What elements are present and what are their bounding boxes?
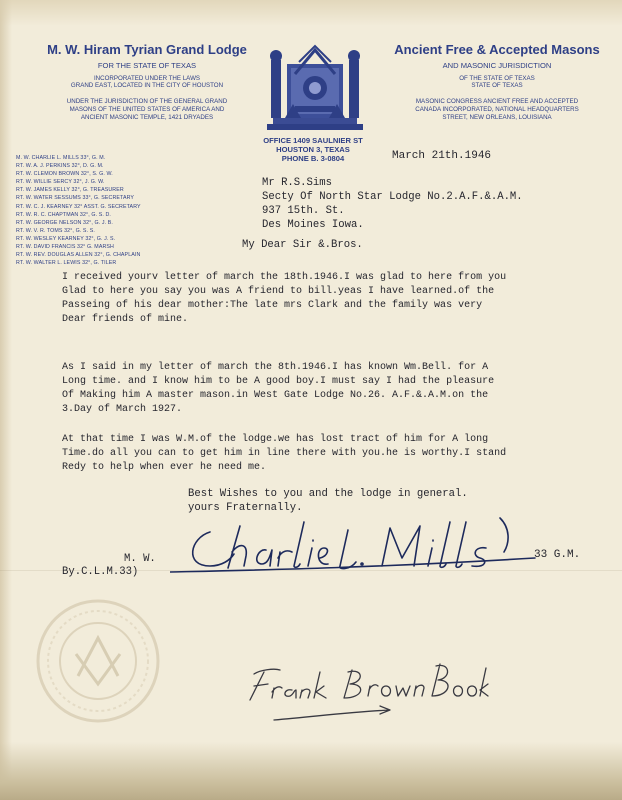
closing-line: Best Wishes to you and the lodge in general. xyxy=(188,488,468,500)
paper-edge-stain-top xyxy=(0,0,622,26)
officer-entry: M. W. CHARLIE L. MILLS 33°, G. M. xyxy=(16,155,106,161)
left-letterhead-line: ANCIENT MASONIC TEMPLE, 1421 DRYADES xyxy=(80,114,214,121)
left-letterhead-line: GRAND EAST, LOCATED IN THE CITY OF HOUSTON xyxy=(70,82,224,89)
left-letterhead-line: INCORPORATED UNDER THE LAWS xyxy=(93,75,201,82)
recipient-line: Mr R.S.Sims xyxy=(262,177,332,189)
officer-entry: RT. W. R. C. CHAPTMAN 32°, G. S. D. xyxy=(16,211,111,218)
signature-suffix: 33 G.M. xyxy=(534,549,581,561)
officer-entry: RT. W. GEORGE NELSON 32°, G. J. B. xyxy=(16,219,113,226)
officer-entry: RT. W. C. J. KEARNEY 32° ASST. G. SECRETARY xyxy=(16,203,141,210)
officer-entry: RT. W. CLEMON BROWN 32°, S. G. W. xyxy=(16,171,113,178)
right-letterhead-line: CANADA INCORPORATED, NATIONAL HEADQUARTERS xyxy=(415,106,579,113)
right-letterhead-line: STREET, NEW ORLEANS, LOUISIANA xyxy=(442,114,552,121)
right-letterhead-line: STATE OF TEXAS xyxy=(471,82,523,89)
officer-entry: RT. W. WESLEY KEARNEY 32°, G. J. S. xyxy=(16,235,116,242)
paragraph-line: Dear friends of mine. xyxy=(62,314,189,325)
left-letterhead-title: M. W. Hiram Tyrian Grand Lodge xyxy=(47,42,247,57)
recipient-line: 937 15th. St. xyxy=(262,205,345,217)
embossed-seal xyxy=(28,596,168,731)
signature-prefix: M. W. xyxy=(124,553,156,565)
right-letterhead-line: MASONIC CONGRESS ANCIENT FREE AND ACCEPTED xyxy=(415,98,579,105)
letter-date: March 21th.1946 xyxy=(392,150,492,162)
paragraph-line: Glad to here you say you was A friend to bill.yeas I have learned.of the xyxy=(62,286,495,297)
typist-reference: By.C.L.M.33) xyxy=(62,566,139,578)
recipient-line: Secty Of North Star Lodge No.2.A.F.&.A.M. xyxy=(262,191,523,203)
officer-entry: RT. W. V. R. TOMS 32°, G. S. S. xyxy=(16,227,95,234)
paragraph-line: Long time. and I know him to be A good boy.I must say I had the pleasure xyxy=(62,376,495,387)
handwritten-signature xyxy=(170,508,540,593)
closing-line: yours Fraternally. xyxy=(188,502,303,514)
office-address: OFFICE 1409 SAULNIER ST xyxy=(263,136,363,145)
paragraph-line: Time.do all you can to get him in line there with you.he is worthy.I stand xyxy=(62,448,507,459)
officer-entry: RT. W. WALTER L. LEWIS 32°, G. TILER xyxy=(16,260,117,267)
officer-entry: RT. W. WILLIE SERCY 32°, J. G. W. xyxy=(16,179,105,186)
paragraph-line: Passeing of his dear mother:The late mrs Clark and the family was very xyxy=(62,300,483,311)
office-phone: PHONE B. 3-0804 xyxy=(281,154,345,163)
office-city: HOUSTON 3, TEXAS xyxy=(276,145,350,154)
paper-edge-stain-bottom xyxy=(0,742,622,800)
left-letterhead-line: FOR THE STATE OF TEXAS xyxy=(97,61,197,70)
salutation: My Dear Sir &.Bros. xyxy=(242,239,363,251)
officer-entry: RT. W. REV. DOUGLAS ALLEN 32°, G. CHAPLAIN xyxy=(16,252,141,259)
paragraph-line: Of Making him A master mason.in West Gate Lodge No.26. A.F.&.A.M.on the xyxy=(62,390,489,401)
handwritten-pencil-note xyxy=(240,650,490,735)
paragraph-line: At that time I was W.M.of the lodge.we has lost tract of him for A long xyxy=(62,434,489,445)
recipient-line: Des Moines Iowa. xyxy=(262,219,364,231)
officer-entry: RT. W. JAMES KELLY 32°, G. TREASURER xyxy=(16,187,124,194)
officer-entry: RT. W. WATER SESSUMS 33°, G. SECRETARY xyxy=(16,195,135,202)
right-letterhead-title: Ancient Free & Accepted Masons xyxy=(394,42,600,57)
paragraph-line: 3.Day of March 1927. xyxy=(62,404,183,415)
officers-list xyxy=(16,154,141,267)
paragraph-line: Redy to help when ever he need me. xyxy=(62,462,267,473)
left-letterhead-line: UNDER THE JURISDICTION OF THE GENERAL GRAND xyxy=(66,98,228,105)
officer-entry: RT. W. A. J. PERKINS 32°, D. G. M. xyxy=(16,163,104,170)
right-letterhead-line: AND MASONIC JURISDICTION xyxy=(442,61,552,70)
left-letterhead-line: MASONS OF THE UNITED STATES OF AMERICA AND xyxy=(69,106,225,113)
masonic-emblem xyxy=(265,44,365,137)
paper-edge-stain-left xyxy=(0,0,12,800)
paragraph-line: I received yourv letter of march the 18th.1946.I was glad to here from you xyxy=(62,272,507,283)
paragraph-line: As I said in my letter of march the 8th.1946.I has known Wm.Bell. for A xyxy=(62,362,489,373)
officer-entry: RT. W. DAVID FRANCIS 32° G. MARSH xyxy=(16,244,114,251)
right-letterhead-line: OF THE STATE OF TEXAS xyxy=(459,75,535,82)
